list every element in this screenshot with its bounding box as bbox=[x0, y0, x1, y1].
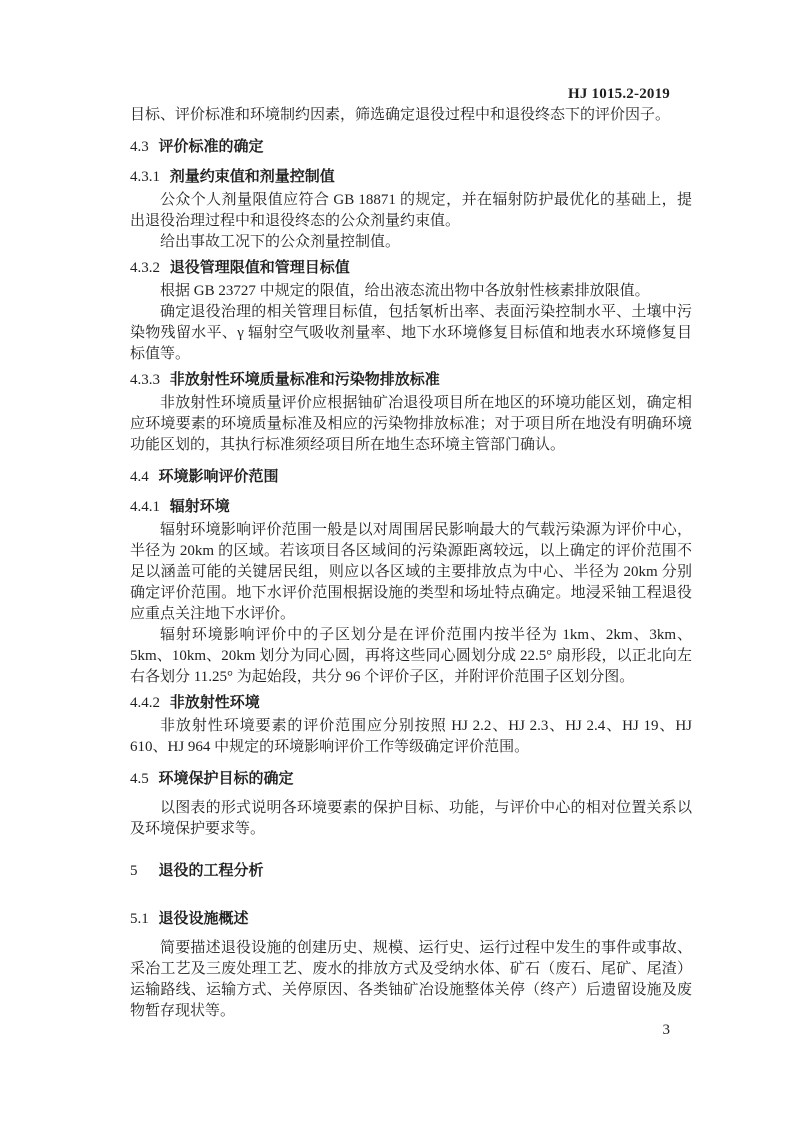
heading-4-3-3 bbox=[130, 369, 692, 391]
heading-4-3 bbox=[130, 136, 692, 158]
heading-4-5 bbox=[130, 768, 692, 790]
heading-number: 4.4 bbox=[130, 469, 149, 485]
document-content bbox=[130, 84, 692, 1022]
paragraph-4-3-2-b: 确定退役治理的相关管理目标值，包括氡析出率、表面污染控制水平、土壤中污染物残留水平、γ 辐射空气吸收剂量率、地下水环境修复目标值和地表水环境修复目标值等。 bbox=[130, 304, 692, 362]
heading-number: 4.3.2 bbox=[130, 260, 160, 276]
paragraph-intro-continuation: 目标、评价标准和环境制约因素，筛选确定退役过程中和退役终态下的评价因子。 bbox=[130, 107, 671, 123]
heading-4-4 bbox=[130, 466, 692, 488]
paragraph-4-5-a: 以图表的形式说明各环境要素的保护目标、功能，与评价中心的相对位置关系以及环境保护要求等。 bbox=[130, 800, 692, 837]
heading-title: 环境保护目标的确定 bbox=[158, 770, 294, 787]
page-number: 3 bbox=[662, 1022, 670, 1038]
paragraph-4-3-1-a: 公众个人剂量限值应符合 GB 18871 的规定，并在辐射防护最优化的基础上，提出退役治理过程中和退役终态的公众剂量约束值。 bbox=[130, 192, 692, 229]
paragraph-4-4-2-a: 非放射性环境要素的评价范围应分别按照 HJ 2.2、HJ 2.3、HJ 2.4、HJ 19、HJ 610、HJ 964 中规定的环境影响评价工作等级确定评价范围。 bbox=[130, 718, 692, 755]
heading-4-4-2 bbox=[130, 692, 692, 714]
heading-number: 5.1 bbox=[130, 911, 149, 927]
heading-number: 4.3 bbox=[130, 139, 149, 155]
heading-title: 剂量约束值和剂量控制值 bbox=[169, 168, 335, 185]
heading-title: 退役管理限值和管理目标值 bbox=[169, 259, 350, 276]
heading-title: 环境影响评价范围 bbox=[158, 468, 279, 485]
paragraph-4-3-1-b: 给出事故工况下的公众剂量控制值。 bbox=[160, 234, 401, 250]
heading-title: 非放射性环境质量标准和污染物排放标准 bbox=[169, 371, 440, 388]
heading-number: 4.5 bbox=[130, 771, 149, 787]
heading-title: 非放射性环境 bbox=[169, 694, 260, 711]
heading-number: 4.3.1 bbox=[130, 169, 160, 185]
heading-title: 退役的工程分析 bbox=[158, 862, 264, 879]
paragraph-4-3-2-a: 根据 GB 23727 中规定的限值，给出液态流出物中各放射性核素排放限值。 bbox=[160, 283, 650, 299]
heading-number: 5 bbox=[130, 863, 138, 879]
doc-header-code: HJ 1015.2-2019 bbox=[568, 86, 670, 102]
paragraph-4-4-1-a: 辐射环境影响评价范围一般是以对周围居民影响最大的气载污染源为评价中心，半径为 20km 的区域。若该项目各区域间的污染源距离较远，以上确定的评价范围不足以涵盖可能的关键居民组，则应以各区域的主要排放点为中心、半径为 20km 分别确定评价范围。地下水评价范围根据设施的类型和场址特点确定。地浸采铀工程退役应重点关注地下水评价。 bbox=[130, 522, 692, 622]
heading-title: 辐射环境 bbox=[169, 498, 230, 515]
heading-4-3-2 bbox=[130, 257, 692, 279]
paragraph-5-1-a: 简要描述退役设施的创建历史、规模、运行史、运行过程中发生的事件或事故、采冶工艺及三废处理工艺、废水的排放方式及受纳水体、矿石（废石、尾矿、尾渣）运输路线、运输方式、关停原因、各类铀矿冶设施整体关停（终产）后遗留设施及废物暂存现状等。 bbox=[130, 940, 692, 1019]
heading-title: 评价标准的确定 bbox=[158, 138, 264, 155]
paragraph-4-3-3-a: 非放射性环境质量评价应根据铀矿冶退役项目所在地区的环境功能区划，确定相应环境要素的环境质量标准及相应的污染物排放标准；对于项目所在地没有明确环境功能区划的，其执行标准须经项目所在地生态环境主管部门确认。 bbox=[130, 395, 692, 453]
heading-number: 4.3.3 bbox=[130, 372, 160, 388]
heading-5-1 bbox=[130, 908, 692, 930]
heading-number: 4.4.1 bbox=[130, 499, 160, 515]
heading-4-4-1 bbox=[130, 496, 692, 518]
paragraph-4-4-1-b: 辐射环境影响评价中的子区划分是在评价范围内按半径为 1km、2km、3km、5km、10km、20km 划分为同心圆，再将这些同心圆划分成 22.5° 扇形段，以正北向左右各划分 11.25° 为起始段，共分 96 个评价子区，并附评价范围子区划分图。 bbox=[130, 627, 692, 685]
heading-5 bbox=[130, 860, 692, 882]
heading-number: 4.4.2 bbox=[130, 695, 160, 711]
heading-title: 退役设施概述 bbox=[158, 910, 249, 927]
heading-4-3-1 bbox=[130, 166, 692, 188]
